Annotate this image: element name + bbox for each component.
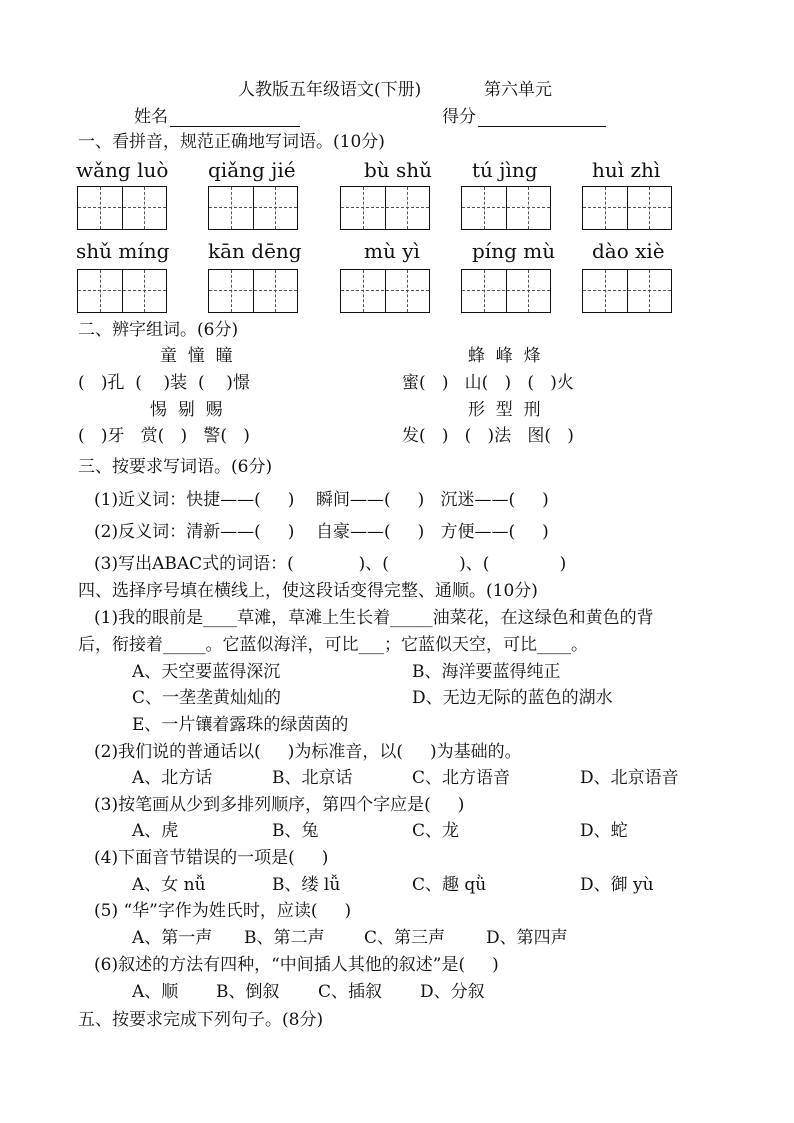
writing-grid[interactable] <box>461 186 551 230</box>
q6-option-d: D、分叙 <box>420 982 485 1002</box>
pinyin-1-5: huì zhì <box>592 158 661 182</box>
char-group-1: 童 憧 瞳 <box>160 346 233 366</box>
section-2-heading: 二、辨字组词。(6分) <box>78 320 239 340</box>
q2-option-c: C、北方语音 <box>412 768 511 788</box>
fill-group-3: ( )牙 赏( ) 警( ) <box>78 426 250 446</box>
writing-grid[interactable] <box>77 269 167 313</box>
pinyin-2-4: píng mù <box>472 239 556 263</box>
section-4-heading: 四、选择序号填在横线上，使这段话变得完整、通顺。(10分) <box>78 581 538 601</box>
pinyin-2-5: dào xiè <box>592 239 665 263</box>
q3-option-b: B、兔 <box>272 821 319 841</box>
pinyin-1-4: tú jìng <box>472 158 538 182</box>
char-group-3: 惕 剔 赐 <box>150 400 223 420</box>
question-4: (4)下面音节错误的一项是( ) <box>94 848 329 868</box>
name-label: 姓名 <box>134 107 168 127</box>
q5-option-a: A、第一声 <box>132 928 213 948</box>
name-field[interactable] <box>170 110 300 127</box>
section-1-heading: 一、看拼音，规范正确地写词语。(10分) <box>78 132 385 152</box>
section-3-heading: 三、按要求写词语。(6分) <box>78 457 273 477</box>
q4-option-a: A、女 nǚ <box>132 875 206 895</box>
q6-option-c: C、插叙 <box>318 982 383 1002</box>
question-1-line-1: (1)我的眼前是____草滩，草滩上生长着_____油菜花，在这绿色和黄色的背 <box>94 608 654 628</box>
pinyin-1-2: qiǎng jié <box>208 158 296 182</box>
page-title: 人教版五年级语文(下册) <box>238 80 422 100</box>
question-2: (2)我们说的普通话以( )为标准音，以( )为基础的。 <box>94 742 522 762</box>
writing-grid[interactable] <box>582 269 672 313</box>
char-group-2: 蜂 峰 烽 <box>468 346 541 366</box>
q5-option-c: C、第三声 <box>364 928 446 948</box>
pinyin-2-1: shǔ míng <box>76 239 170 263</box>
antonym-line: (2)反义词：清新——( ) 自豪——( ) 方便——( ) <box>94 522 549 542</box>
pinyin-2-3: mù yì <box>364 239 420 263</box>
option-b: B、海洋要蓝得纯正 <box>412 662 561 682</box>
writing-grid[interactable] <box>582 186 672 230</box>
fill-group-4: 发( ) ( )法 图( ) <box>402 426 574 446</box>
writing-grid[interactable] <box>461 269 551 313</box>
abac-line: (3)写出ABAC式的词语：( )、( )、( ) <box>94 554 567 574</box>
score-field[interactable] <box>478 110 606 127</box>
fill-group-1: ( )孔 ( )装 ( )憬 <box>78 373 250 393</box>
q2-option-d: D、北京语音 <box>580 768 679 788</box>
q5-option-b: B、第二声 <box>244 928 325 948</box>
section-5-heading: 五、按要求完成下列句子。(8分) <box>78 1010 324 1030</box>
question-1-line-2: 后，衔接着_____。它蓝似海洋，可比___；它蓝似天空，可比____。 <box>78 635 588 655</box>
synonym-line: (1)近义词：快捷——( ) 瞬间——( ) 沉迷——( ) <box>94 490 549 510</box>
q2-option-b: B、北京话 <box>272 768 353 788</box>
q3-option-d: D、蛇 <box>580 821 628 841</box>
char-group-4: 形 型 刑 <box>468 400 541 420</box>
q2-option-a: A、北方话 <box>132 768 213 788</box>
q5-option-d: D、第四声 <box>486 928 568 948</box>
q4-option-d: D、御 yù <box>580 875 654 895</box>
score-label: 得分 <box>442 107 476 127</box>
option-c: C、一垄垄黄灿灿的 <box>132 688 282 708</box>
writing-grid[interactable] <box>208 269 298 313</box>
writing-grid[interactable] <box>208 186 298 230</box>
question-5: (5) “华”字作为姓氏时，应读( ) <box>94 901 352 921</box>
writing-grid[interactable] <box>340 186 430 230</box>
option-d: D、无边无际的蓝色的湖水 <box>412 688 613 708</box>
q3-option-a: A、虎 <box>132 821 179 841</box>
option-a: A、天空要蓝得深沉 <box>132 662 281 682</box>
fill-group-2: 蜜( ) 山( ) ( )火 <box>402 373 574 393</box>
pinyin-1-3: bù shǔ <box>364 158 433 182</box>
writing-grid[interactable] <box>340 269 430 313</box>
pinyin-2-2: kān dēng <box>208 239 302 263</box>
option-e: E、一片镶着露珠的绿茵茵的 <box>132 715 349 735</box>
q4-option-c: C、趣 qǜ <box>412 875 487 895</box>
q6-option-a: A、顺 <box>132 982 179 1002</box>
question-6: (6)叙述的方法有四种，“中间插人其他的叙述”是( ) <box>94 955 499 975</box>
q6-option-b: B、倒叙 <box>216 982 280 1002</box>
question-3: (3)按笔画从少到多排列顺序，第四个字应是( ) <box>94 795 465 815</box>
q3-option-c: C、龙 <box>412 821 460 841</box>
pinyin-1-1: wǎng luò <box>76 158 169 182</box>
q4-option-b: B、缕 lǚ <box>272 875 341 895</box>
unit-label: 第六单元 <box>484 80 552 100</box>
writing-grid[interactable] <box>77 186 167 230</box>
